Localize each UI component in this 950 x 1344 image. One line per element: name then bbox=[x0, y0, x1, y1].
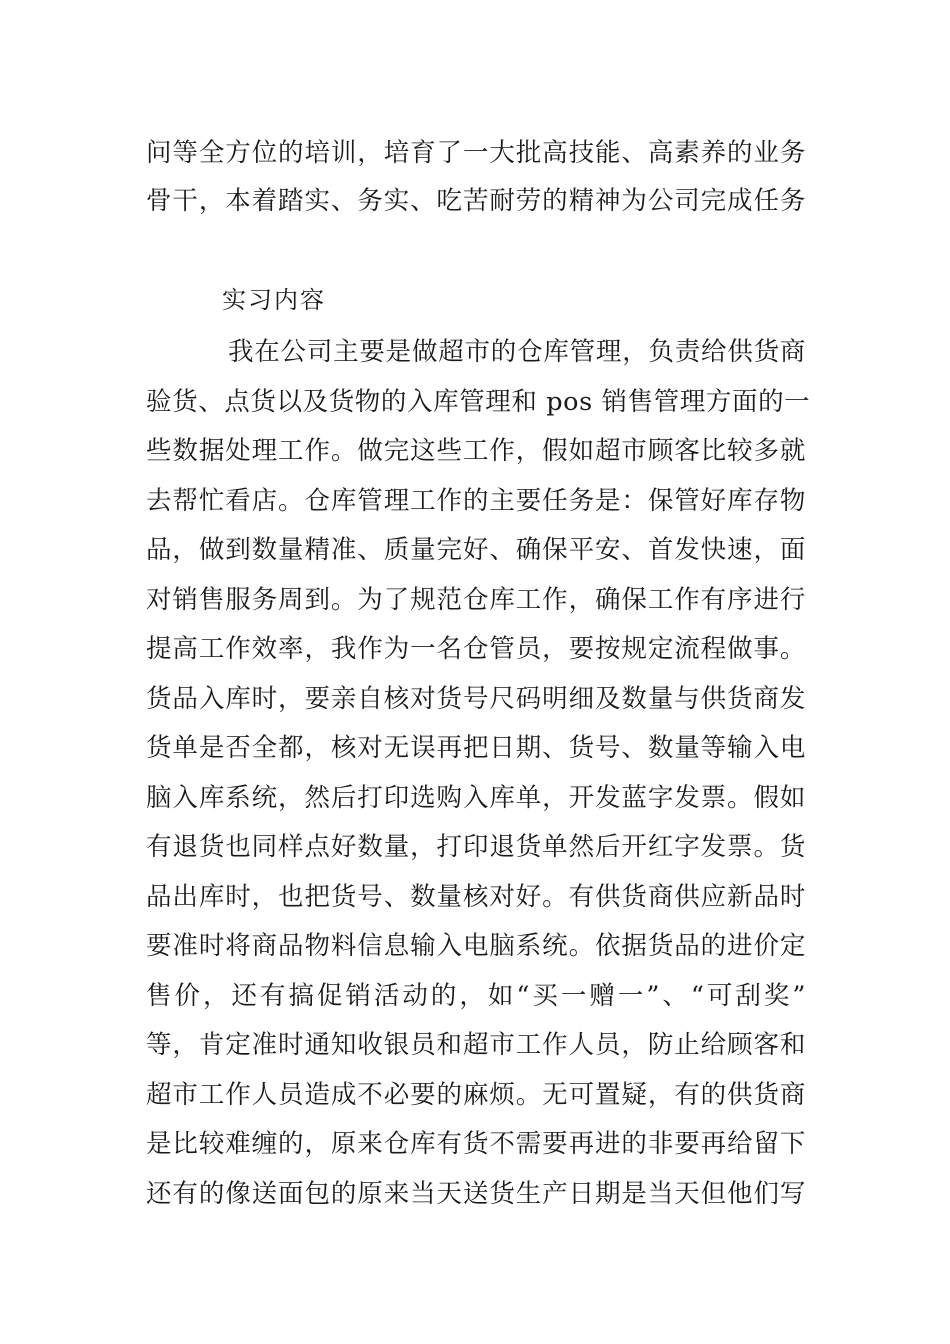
body-line-5: 品，做到数量精准、质量完好、确保平安、首发快速，面 bbox=[146, 535, 806, 565]
body-line-16: 超市工作人员造成不必要的麻烦。无可置疑，有的供货商 bbox=[146, 1080, 806, 1110]
body-line-2: 验货、点货以及货物的入库管理和 pos 销售管理方面的一 bbox=[146, 387, 811, 417]
body-line-12: 品出库时，也把货号、数量核对好。有供货商供应新品时 bbox=[146, 882, 806, 912]
body-line-14: 售价，还有搞促销活动的，如“买一赠一”、“可刮奖” bbox=[146, 981, 806, 1011]
body-line-6: 对销售服务周到。为了规范仓库工作，确保工作有序进行 bbox=[146, 585, 806, 615]
body-line-3: 些数据处理工作。做完这些工作，假如超市顾客比较多就 bbox=[146, 436, 806, 466]
body-line-10: 脑入库系统，然后打印选购入库单，开发蓝字发票。假如 bbox=[146, 783, 806, 813]
intro-line-1: 问等全方位的培训，培育了一大批高技能、高素养的业务 bbox=[146, 138, 806, 168]
body-line-7: 提高工作效率，我作为一名仓管员，要按规定流程做事。 bbox=[146, 634, 806, 664]
body-line-1: 我在公司主要是做超市的仓库管理，负责给供货商 bbox=[228, 337, 806, 367]
body-line-9: 货单是否全都，核对无误再把日期、货号、数量等输入电 bbox=[146, 733, 806, 763]
body-line-4: 去帮忙看店。仓库管理工作的主要任务是：保管好库存物 bbox=[146, 486, 806, 516]
section-heading: 实习内容 bbox=[222, 286, 326, 314]
body-line-15: 等，肯定准时通知收银员和超市工作人员，防止给顾客和 bbox=[146, 1030, 806, 1060]
body-line-18: 还有的像送面包的原来当天送货生产日期是当天但他们写 bbox=[146, 1179, 806, 1209]
body-line-11: 有退货也同样点好数量，打印退货单然后开红字发票。货 bbox=[146, 832, 806, 862]
body-line-8: 货品入库时，要亲自核对货号尺码明细及数量与供货商发 bbox=[146, 684, 806, 714]
intro-line-2: 骨干，本着踏实、务实、吃苦耐劳的精神为公司完成任务 bbox=[146, 186, 806, 216]
body-line-17: 是比较难缠的，原来仓库有货不需要再进的非要再给留下 bbox=[146, 1129, 806, 1159]
body-line-13: 要准时将商品物料信息输入电脑系统。依据货品的进价定 bbox=[146, 931, 806, 961]
